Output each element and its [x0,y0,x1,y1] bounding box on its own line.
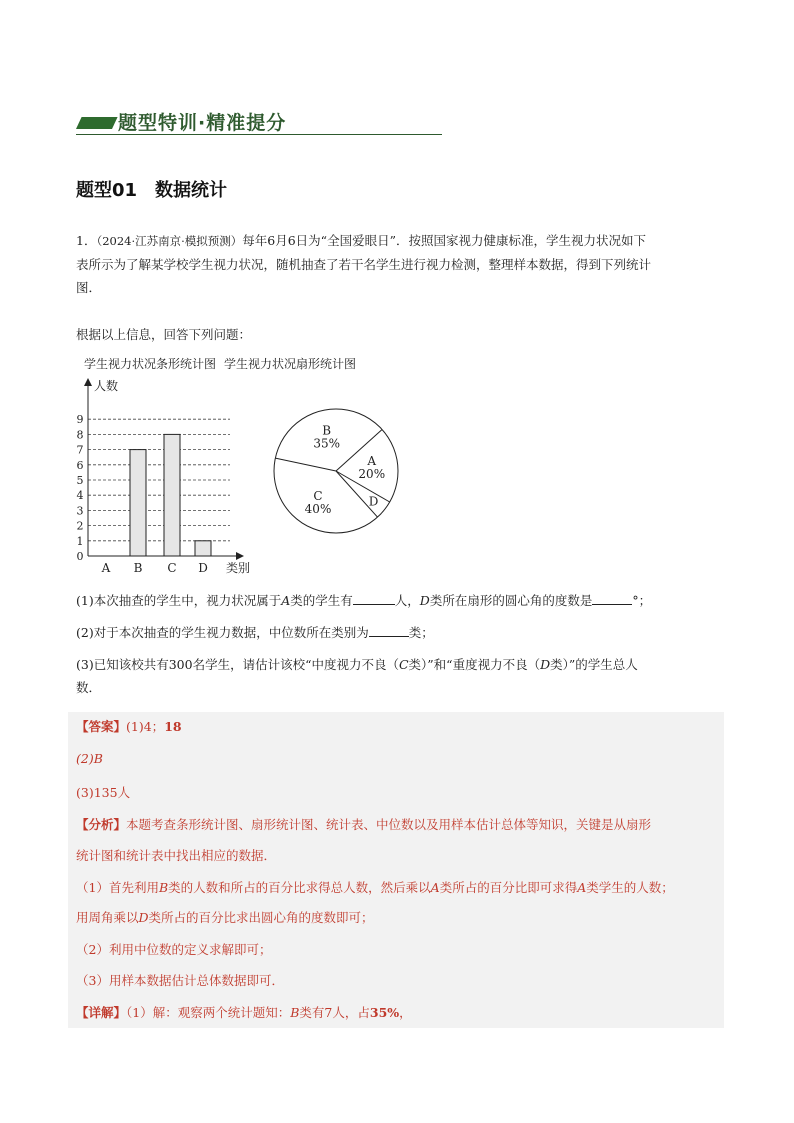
detail-letter-b: B [290,1005,300,1020]
x-axis-label: 类别 [226,561,251,575]
analysis-line2: 统计图和统计表中找出相应的数据． [76,848,277,863]
pie-chart-title: 学生视力状况扇形统计图 [224,357,357,371]
pie-percent-c: 40% [304,502,332,517]
sub3-text-c: 类）”的学生总人 [550,657,638,672]
answer-part1: (1)4； [126,719,165,734]
question-stem-line2: 表所示为了解某学校学生视力状况，随机抽查了若干名学生进行视力检测，整理样本数据，得到下列统计 [76,257,652,272]
y-axis-label: 人数 [94,379,119,393]
sub1-letter-a: A [281,593,291,608]
sub3-letter-c: C [398,657,409,672]
pie-percent-a: 20% [358,467,386,482]
question-stem-line1: 每年6月6日为“全国爱眼日”．按照国家视力健康标准，学生视力状况如下 [242,233,646,248]
bar-c [164,434,180,556]
sub3-text-d: 数． [76,680,102,695]
pie-label-d: D [368,494,379,509]
pie-chart [274,409,398,533]
y-tick-label: 7 [76,443,84,457]
banner-title: 题型特训·精准提分 [118,112,287,134]
y-tick-label: 2 [76,519,84,533]
question-number: 1． [76,233,97,248]
analysis-letter-a2: A [577,880,587,895]
analysis-l3-a: （1）首先利用 [76,880,159,895]
y-tick-label: 5 [76,474,84,487]
question-source: （2024·江苏南京·模拟预测） [96,234,243,248]
sub1-text-d: 类所在扇形的圆心角的度数是 [429,593,593,608]
x-tick-label: D [198,561,208,575]
sub-question-1 [76,589,726,612]
sub3-text-a: (3)已知该校共有300名学生，请估计该校“中度视力不良（ [76,657,399,672]
statistics-charts [60,372,420,582]
y-tick-label: 0 [76,550,84,563]
sub3-text-b: 类）”和“重度视力不良（ [408,657,541,672]
bar-b [130,450,146,556]
section-banner [76,108,442,136]
pie-label-b: B [322,423,332,438]
sub-question-2 [76,621,726,644]
sub1-text-c: 人， [394,593,420,608]
answer-blank-1[interactable] [353,592,395,605]
analysis-l3-d: 类学生的人数； [586,880,674,895]
question-stem-line3: 图． [76,280,102,295]
sub1-letter-d: D [419,593,430,608]
bar-d [195,541,211,556]
analysis-letter-b: B [158,880,169,895]
analysis-l4-b: 类所占的百分比求出圆心角的度数即可； [148,910,374,925]
sub2-text-a: (2)对于本次抽查的学生视力数据，中位数所在类别为 [76,625,369,640]
answer-blank-2[interactable] [592,592,632,605]
answer-tag: 【答案】 [76,719,127,734]
pie-label-a: A [367,454,377,469]
chart-titles [84,355,356,372]
analysis-line3 [76,878,736,896]
x-tick-label: B [133,561,143,575]
sub-question-3 [76,653,726,699]
analysis-line1 [76,815,736,833]
analysis-l3-c: 类所占的百分比即可求得 [439,880,578,895]
question-intro: 根据以上信息，回答下列问题： [76,327,252,342]
x-tick-label: C [167,561,177,575]
y-tick-label: 4 [76,489,84,503]
answer-line [76,717,736,735]
sub1-text-a: (1)本次抽查的学生中，视力状况属于 [76,593,282,608]
analysis-letter-a: A [430,880,440,895]
pie-label-c: C [313,489,323,504]
sub3-letter-d: D [540,657,551,672]
analysis-l3-b: 类的人数和所占的百分比求得总人数，然后乘以 [168,880,431,895]
answer-part3: (3)135人 [76,785,131,800]
detail-text-c: 类有7人，占 [299,1005,370,1020]
y-tick-label: 3 [76,504,84,518]
analysis-text1: 本题考查条形统计图、扇形统计图、统计表、中位数以及用样本估计总体等知识，关键是从扇形 [126,817,652,832]
analysis-tag: 【分析】 [76,817,127,832]
pie-percent-b: 35% [313,436,341,451]
detail-text-e: ， [399,1005,412,1020]
analysis-letter-d: D [138,910,149,925]
y-tick-label: 8 [76,428,84,442]
analysis-line6: （3）用样本数据估计总体数据即可． [76,973,284,988]
y-tick-label: 9 [76,413,84,427]
analysis-l4-a: 用周角乘以 [76,910,139,925]
banner-accent-bar [76,117,118,129]
answer-blank-3[interactable] [369,624,409,637]
analysis-line5: （2）利用中位数的定义求解即可； [76,942,272,957]
section-title: 题型01 数据统计 [76,180,228,201]
y-tick-label: 1 [76,534,84,548]
answer-part2: (2)B [76,751,103,766]
detail-tag: 【详解】 [76,1005,127,1020]
answer-part1-angle: 18 [164,719,182,734]
sub1-text-e: °； [632,593,652,608]
banner-underline [76,134,442,135]
detail-percent: 35% [369,1005,400,1020]
analysis-line4 [76,908,736,926]
sub1-text-b: 类的学生有 [290,593,353,608]
bar-chart [77,378,251,575]
detail-text-a: （1）解：观察两个统计题知： [126,1005,291,1020]
x-tick-label: A [101,561,111,575]
y-tick-label: 6 [76,458,84,472]
bar-chart-title: 学生视力状况条形统计图 [84,357,217,371]
question-stem [76,229,726,299]
detail-line [76,1003,736,1021]
sub2-text-b: 类； [408,625,434,640]
